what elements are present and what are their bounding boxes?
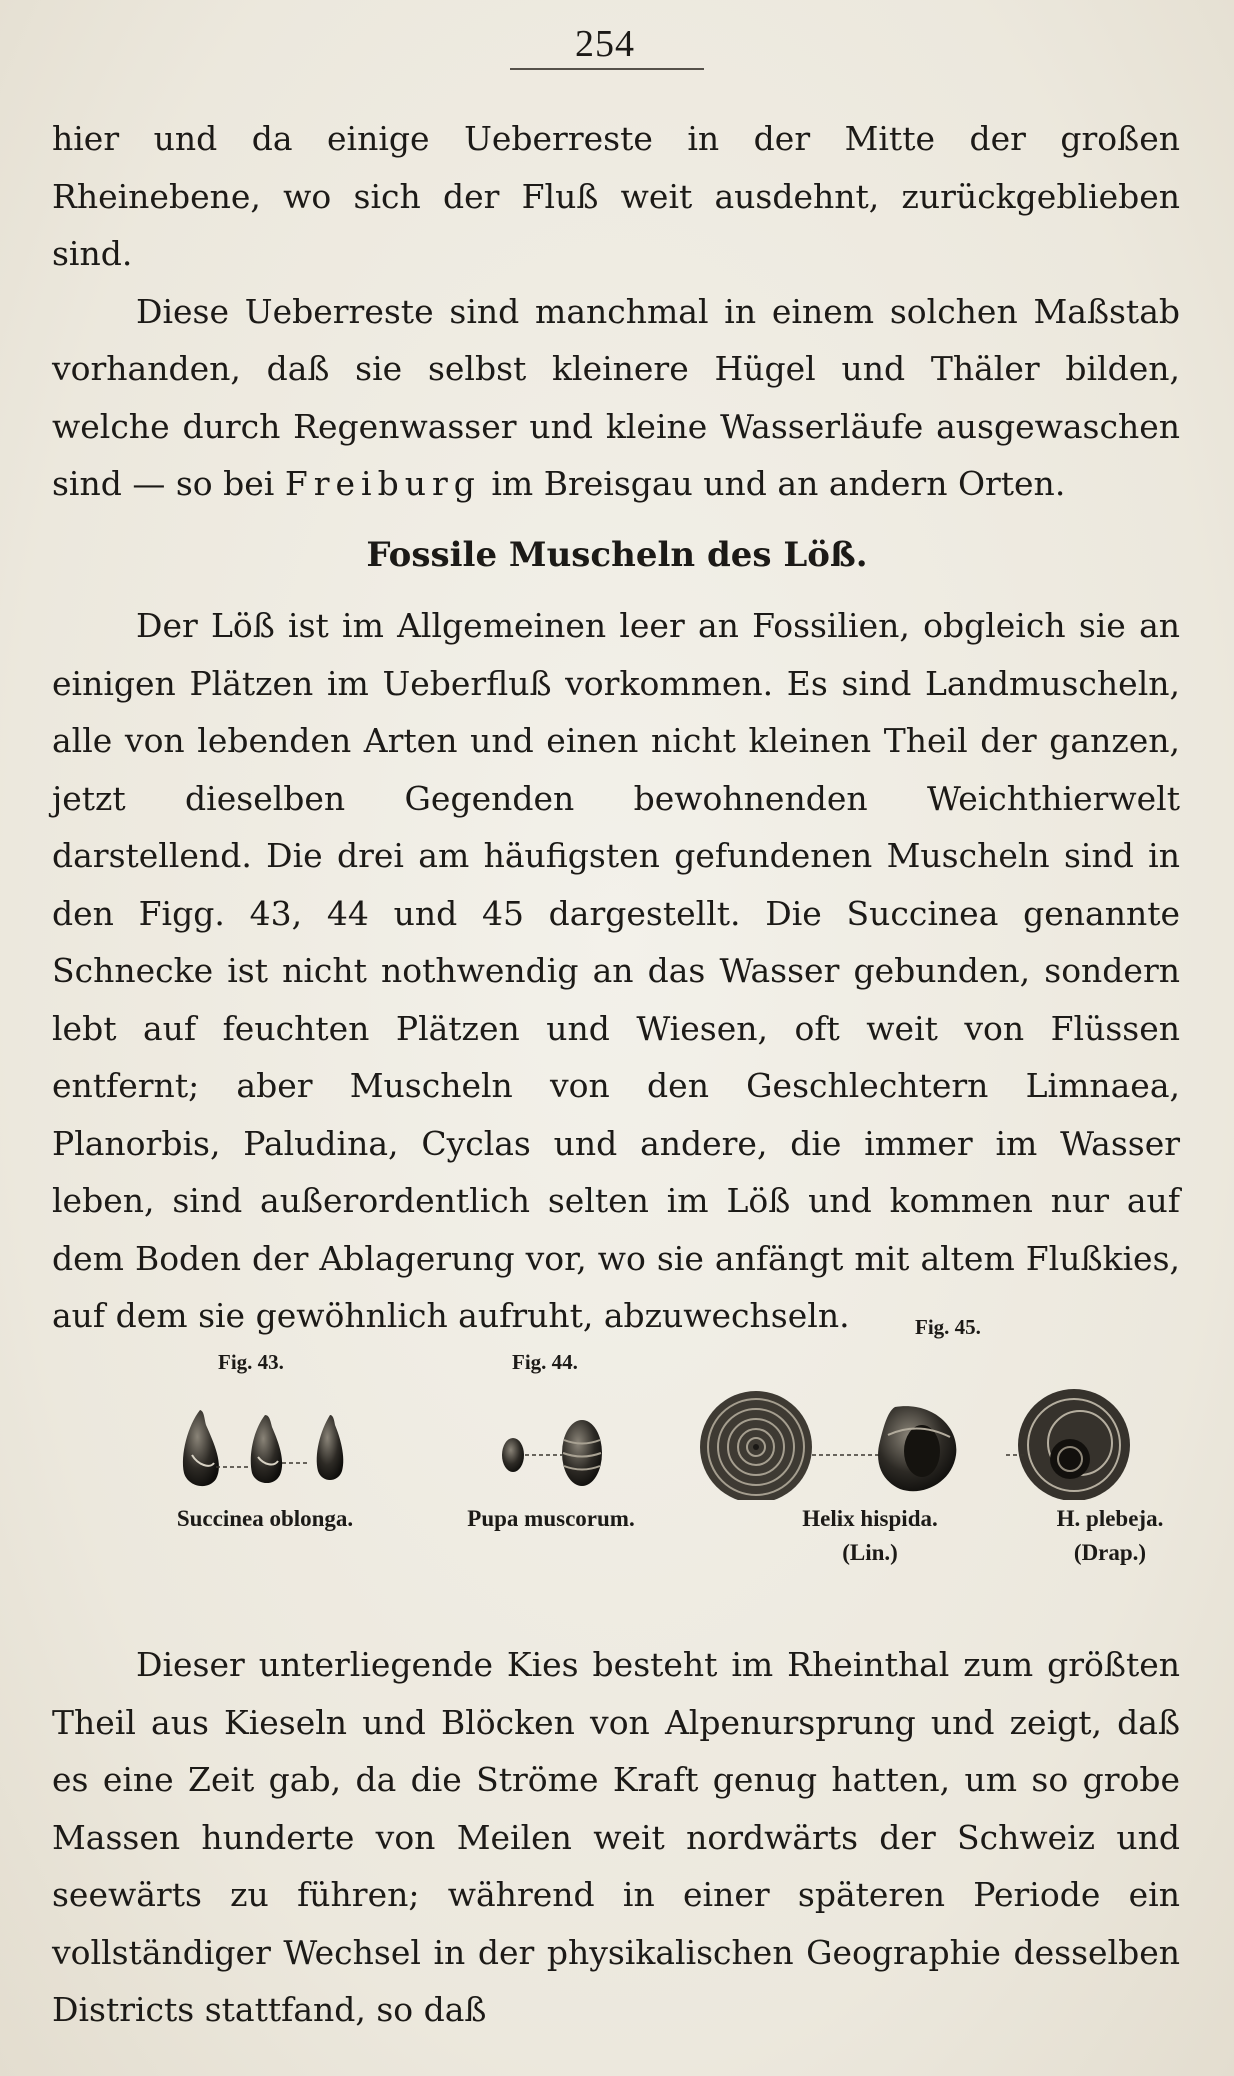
helix-hispida-illustration <box>700 1391 956 1500</box>
text-block-main <box>52 597 1180 1345</box>
pupa-shell-illustration <box>502 1420 602 1486</box>
paragraph-kies: Dieser unterliegende Kies besteht im Rheinthal zum größten Theil aus Kieseln und Blöcken von Alpenursprung und zeigt, daß es eine Zeit gab, da die Ströme Kraft genug hatten, um so grobe Massen hunderte von Meilen weit nordwärts der Schweiz und seewärts zu führen; während in einer späteren Periode ein vollständiger Wechsel in der physikalischen Geographie desselben Districts stattfand, so daß <box>52 1645 1180 2029</box>
page-number: 254 <box>575 23 635 65</box>
place-name-freiburg: Freiburg <box>284 464 481 503</box>
paragraph-continuation: hier und da einige Ueberreste in der Mitte der großen Rheinebene, wo sich der Fluß weit ausdehnt, zurückgeblieben sind. <box>52 119 1180 273</box>
section-heading: Fossile Muscheln des Löß. <box>366 535 868 575</box>
fig-45-caption-left <box>770 1502 970 1570</box>
fig-44-label: Fig. 44. <box>512 1350 578 1374</box>
paragraph-ueberreste-text: Diese Ueberreste sind manchmal in einem solchen Maßstab vorhanden, daß sie selbst kleinere Hügel und Thäler bilden, welche durch Regenwasser und kleine Wasserläufe ausgewaschen sind — so bei <box>52 291 1180 503</box>
fig-45-label: Fig. 45. <box>915 1315 981 1339</box>
helix-plebeja-author: (Drap.) <box>1073 1540 1147 1565</box>
header-rule <box>510 68 704 70</box>
paragraph-ueberreste <box>52 283 1180 513</box>
paragraph-fossils: Der Löß ist im Allgemeinen leer an Fossilien, obgleich sie an einigen Plätzen im Ueberfluß vorkommen. Es sind Landmuscheln, alle von lebenden Arten und einen nicht kleinen Theil der ganzen, jetzt dieselben Gegenden bewohnenden Weichthierwelt darstellend. Die drei am häufigsten gefundenen Muscheln sind in den Figg. 43, 44 und 45 dargestellt. Die Succinea genannte Schnecke ist nicht nothwendig an das Wasser gebunden, sondern lebt auf feuchten Plätzen und Wiesen, oft weit von Flüssen entfernt; aber Muscheln von den Geschlechtern Limnaea, Planorbis, Paludina, Cyclas und andere, die immer im Wasser leben, sind außerordentlich selten im Löß und kommen nur auf dem Boden der Ablagerung vor, wo sie anfängt mit altem Flußkies, auf dem sie gewöhnlich aufruht, abzuwechseln. <box>52 606 1180 1335</box>
helix-plebeja-name: H. plebeja. <box>1056 1506 1164 1531</box>
fig-44-caption: Pupa muscorum. <box>467 1506 635 1531</box>
text-block-top <box>52 110 1180 513</box>
succinea-shell-illustration <box>183 1410 343 1486</box>
helix-plebeja-illustration <box>1006 1389 1130 1500</box>
helix-hispida-author: (Lin.) <box>842 1540 898 1565</box>
text-block-bottom <box>52 1636 1180 2039</box>
paragraph-ueberreste-end: im Breisgau und an andern Orten. <box>480 464 1066 503</box>
helix-hispida-name: Helix hispida. <box>802 1506 938 1531</box>
fig-45-caption-right <box>1020 1502 1200 1570</box>
fig-43-label: Fig. 43. <box>218 1350 284 1374</box>
fig-43-caption: Succinea oblonga. <box>176 1506 354 1531</box>
shell-illustrations <box>170 1385 1190 1500</box>
